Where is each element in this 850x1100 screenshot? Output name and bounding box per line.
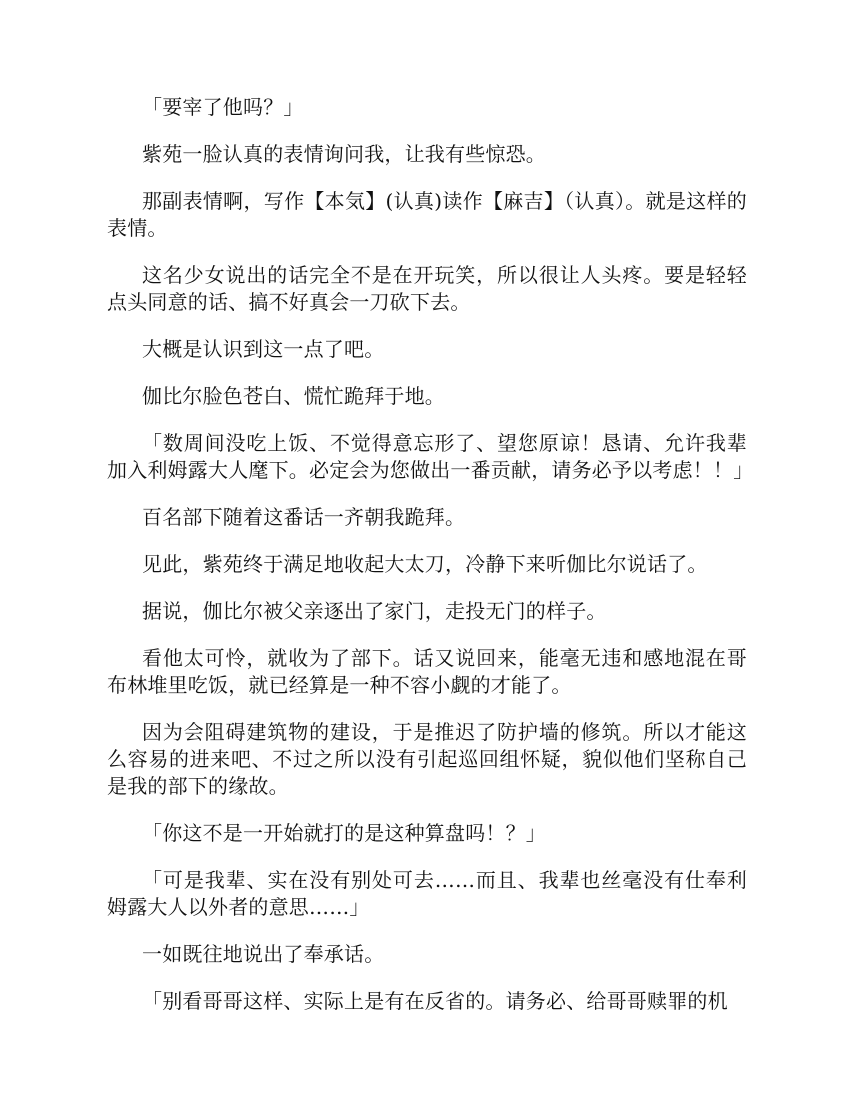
paragraph: 一如既往地说出了奉承话。	[142, 942, 385, 966]
paragraph: 「别看哥哥这样、实际上是有在反省的。请务必、给哥哥赎罪的机	[142, 989, 728, 1013]
paragraph: 据说，伽比尔被父亲逐出了家门，走投无门的样子。	[142, 599, 607, 623]
paragraph: 「数周间没吃上饭、不觉得意忘形了、望您原谅！恳请、允许我辈加入利姆露大人麾下。必定会为您做出一番贡献，请务必予以考虑！！」	[107, 431, 754, 482]
paragraph: 这名少女说出的话完全不是在开玩笑，所以很让人头疼。要是轻轻点头同意的话、搞不好真会一刀砍下去。	[107, 263, 747, 314]
paragraph: 因为会阻碍建筑物的建设，于是推迟了防护墙的修筑。所以才能这么容易的进来吧、不过之所以没有引起巡回组怀疑，貌似他们坚称自己是我的部下的缘故。	[107, 720, 747, 798]
paragraph: 「你这不是一开始就打的是这种算盘吗！？」	[142, 821, 546, 845]
paragraph: 「可是我辈、实在没有别处可去……而且、我辈也丝毫没有仕奉利姆露大人以外者的意思……」	[107, 868, 747, 919]
document-body	[107, 94, 754, 1035]
paragraph: 紫苑一脸认真的表情询问我，让我有些惊恐。	[142, 142, 546, 166]
paragraph: 那副表情啊，写作【本気】(认真)读作【麻吉】（认真）。就是这样的表情。	[107, 189, 747, 240]
paragraph: 大概是认识到这一点了吧。	[142, 337, 385, 361]
paragraph: 见此，紫苑终于满足地收起大太刀，冷静下来听伽比尔说话了。	[142, 552, 708, 576]
paragraph: 百名部下随着这番话一齐朝我跪拜。	[142, 505, 466, 529]
paragraph: 看他太可怜，就收为了部下。话又说回来，能毫无违和感地混在哥布林堆里吃饭，就已经算是一种不容小觑的才能了。	[107, 646, 747, 697]
paragraph: 伽比尔脸色苍白、慌忙跪拜于地。	[142, 384, 445, 408]
paragraph: 「要宰了他吗？」	[142, 95, 304, 119]
